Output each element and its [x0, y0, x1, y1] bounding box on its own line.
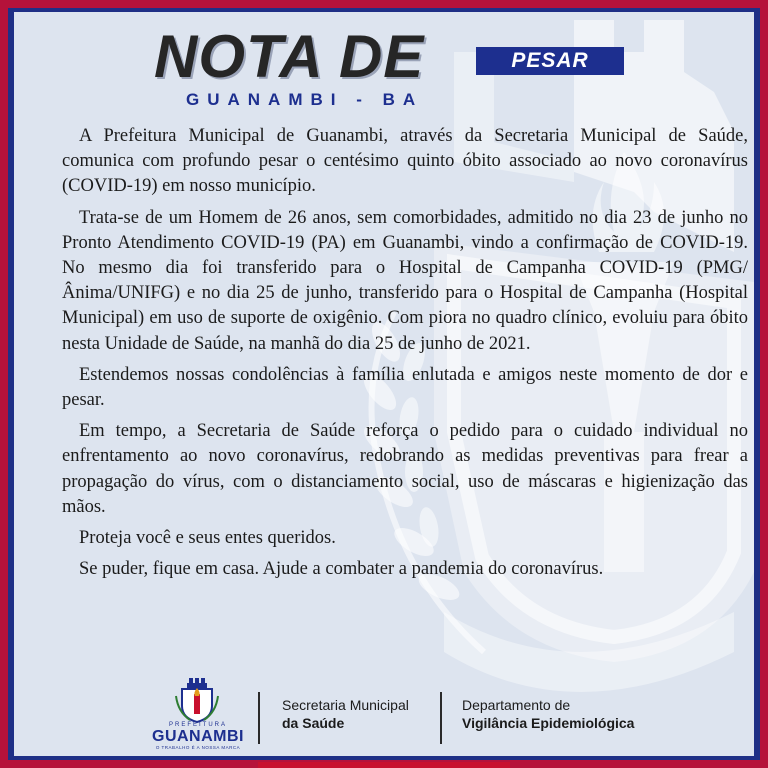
departamento-label — [462, 696, 634, 732]
paragraph-case: Trata-se de um Homem de 26 anos, sem comorbidades, admitido no dia 23 de junho no Pronto Atendimento COVID-19 (PA) em Guanambi, vindo a confirmação de COVID-19. No mesmo dia foi transferido para o Hospital de Campanha COVID-19 (PMG/Ânima/UNIFG) e no dia 25 de junho, transferido para o Hospital de Campanha (Hospital Municipal) em uso de suporte de oxigênio. Com piora no quadro clínico, evoluiu para óbito nesta Unidade de Saúde, na manhã do dia 25 de junho de 2021. — [62, 207, 748, 354]
departamento-line1: Departamento de — [462, 697, 571, 713]
paragraph-condolences: Estendemos nossas condolências à família enlutada e amigos neste momento de dor e pesar. — [62, 364, 748, 411]
paragraph-stay-home: Se puder, fique em casa. Ajude a combater a pandemia do coronavírus. — [79, 559, 604, 580]
logo-name: GUANAMBI — [152, 728, 244, 745]
paragraph-prevention: Em tempo, a Secretaria de Saúde reforça o pedido para o cuidado individual no enfrentamento ao novo coronavírus, redobrando as medidas preventivas para frear a propagação do vírus, com o distanciamento social, uso de máscaras e higienização das mãos. — [62, 421, 748, 517]
divider — [258, 692, 260, 744]
footer — [14, 672, 754, 756]
paragraph-protect: Proteja você e seus entes queridos. — [79, 528, 336, 549]
prefeitura-logo — [142, 676, 254, 750]
note-body — [62, 124, 748, 588]
paragraph-intro: A Prefeitura Municipal de Guanambi, através da Secretaria Municipal de Saúde, comunica com profundo pesar o centésimo quinto óbito associado ao novo coronavírus (COVID-19) em nosso município. — [62, 126, 748, 197]
logo-slogan: O TRABALHO É A NOSSA MARCA — [155, 745, 241, 750]
secretaria-line1: Secretaria Municipal — [282, 697, 409, 713]
title-row — [154, 23, 754, 90]
bottom-accent-bar — [258, 762, 510, 768]
divider — [440, 692, 442, 744]
content-panel — [14, 12, 754, 756]
secretaria-line2: da Saúde — [282, 715, 345, 731]
departamento-line2: Vigilância Epidemiológica — [462, 715, 635, 731]
logo-caption: PREFEITURA — [168, 722, 227, 728]
title-badge: PESAR — [476, 47, 624, 75]
city-crest-icon — [172, 676, 222, 724]
location-subtitle: GUANAMBI - BA — [186, 90, 424, 109]
secretaria-label — [282, 696, 409, 732]
page-title: NOTA DE — [154, 23, 425, 90]
